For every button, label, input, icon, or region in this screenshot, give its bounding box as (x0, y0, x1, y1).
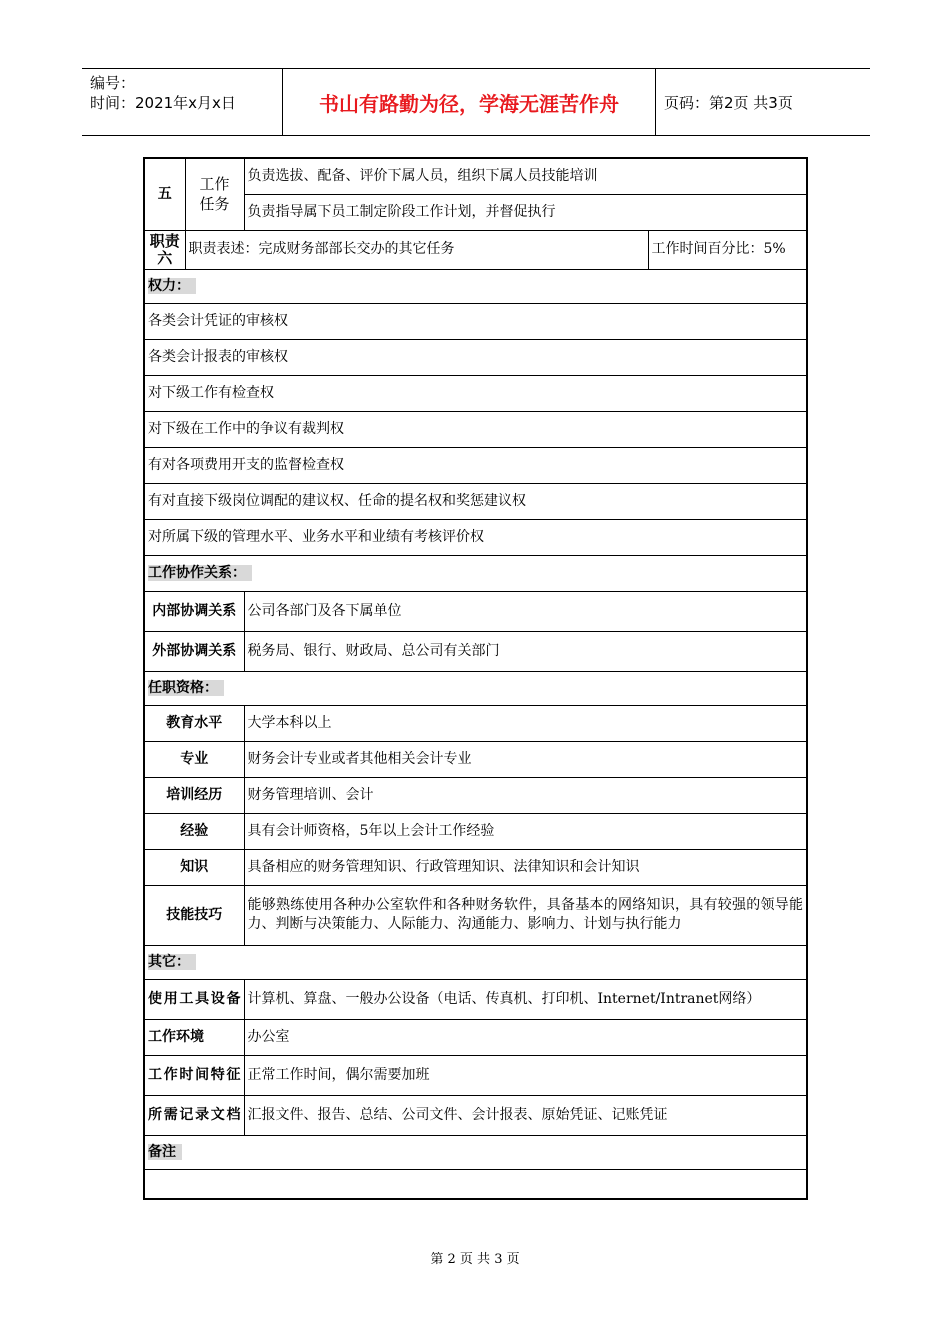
qualification-label: 教育水平 (144, 705, 244, 741)
authority-section-row (144, 269, 807, 303)
header-meta (90, 73, 236, 113)
qualification-row (144, 705, 807, 741)
authority-row (144, 447, 807, 483)
qualification-value: 具有会计师资格，5年以上会计工作经验 (244, 813, 807, 849)
remarks-title-text: 备注 (148, 1144, 182, 1160)
qualification-row (144, 777, 807, 813)
duty5-row-1 (144, 158, 807, 194)
page-footer: 第 2 页 共 3 页 (430, 1252, 520, 1267)
qualification-row (144, 885, 807, 945)
external-relations-row (144, 631, 807, 671)
other-row (144, 1055, 807, 1095)
qualification-row (144, 813, 807, 849)
duty5-task-label: 工作任务 (185, 158, 244, 230)
internal-relations-row (144, 591, 807, 631)
remarks-title (144, 1135, 807, 1169)
other-title (144, 945, 807, 979)
external-relations-label: 外部协调关系 (144, 631, 244, 671)
authority-row (144, 339, 807, 375)
duty5-task-2: 负责指导属下员工制定阶段工作计划，并督促执行 (244, 194, 807, 230)
authority-item: 各类会计凭证的审核权 (144, 303, 807, 339)
duty6-label: 职责六 (144, 230, 185, 269)
other-row (144, 1095, 807, 1135)
qualification-value: 财务会计专业或者其他相关会计专业 (244, 741, 807, 777)
qualification-label: 技能技巧 (144, 885, 244, 945)
duty5-number: 五 (144, 158, 185, 230)
relations-section-row (144, 555, 807, 591)
remarks-value (144, 1169, 807, 1199)
qualification-row (144, 741, 807, 777)
authority-item: 有对各项费用开支的监督检查权 (144, 447, 807, 483)
duty6-time-percentage: 工作时间百分比：5% (648, 230, 807, 269)
duty6-row (144, 230, 807, 269)
authority-row (144, 411, 807, 447)
authority-item: 对下级工作有检查权 (144, 375, 807, 411)
other-label: 工作环境 (144, 1019, 244, 1055)
qualifications-title-text: 任职资格： (148, 680, 224, 696)
duty5-task-1: 负责选拔、配备、评价下属人员，组织下属人员技能培训 (244, 158, 807, 194)
other-value: 办公室 (244, 1019, 807, 1055)
duty5-row-2 (144, 194, 807, 230)
other-label: 工作时间特征 (144, 1055, 244, 1095)
qualifications-section-row (144, 671, 807, 705)
page-header (82, 68, 870, 136)
other-section-row (144, 945, 807, 979)
other-title-text: 其它： (148, 954, 196, 970)
other-label: 所需记录文档 (144, 1095, 244, 1135)
authority-row (144, 519, 807, 555)
internal-relations-value: 公司各部门及各下属单位 (244, 591, 807, 631)
other-value: 汇报文件、报告、总结、公司文件、会计报表、原始凭证、记账凭证 (244, 1095, 807, 1135)
other-value: 正常工作时间，偶尔需要加班 (244, 1055, 807, 1095)
qualification-value: 财务管理培训、会计 (244, 777, 807, 813)
job-description-table (143, 157, 808, 1200)
qualification-label: 经验 (144, 813, 244, 849)
header-motto: 书山有路勤为径，学海无涯苦作舟 (282, 69, 656, 135)
header-page-label: 页码：第2页 共3页 (664, 93, 793, 112)
authority-item: 对所属下级的管理水平、业务水平和业绩有考核评价权 (144, 519, 807, 555)
qualification-value: 大学本科以上 (244, 705, 807, 741)
relations-title (144, 555, 807, 591)
other-value: 计算机、算盘、一般办公设备（电话、传真机、打印机、Internet/Intranet网络） (244, 979, 807, 1019)
qualification-label: 专业 (144, 741, 244, 777)
other-row (144, 1019, 807, 1055)
authority-item: 各类会计报表的审核权 (144, 339, 807, 375)
other-row (144, 979, 807, 1019)
relations-title-text: 工作协作关系： (148, 565, 252, 581)
authority-item: 有对直接下级岗位调配的建议权、任命的提名权和奖惩建议权 (144, 483, 807, 519)
other-label: 使用工具设备 (144, 979, 244, 1019)
external-relations-value: 税务局、银行、财政局、总公司有关部门 (244, 631, 807, 671)
remarks-section-row (144, 1135, 807, 1169)
authority-row (144, 375, 807, 411)
authority-row (144, 483, 807, 519)
remarks-row (144, 1169, 807, 1199)
authority-title-text: 权力： (148, 278, 196, 294)
qualification-label: 培训经历 (144, 777, 244, 813)
qualifications-title (144, 671, 807, 705)
document-number-label: 编号： (90, 74, 136, 92)
qualification-row (144, 849, 807, 885)
authority-item: 对下级在工作中的争议有裁判权 (144, 411, 807, 447)
document-time-label: 时间：2021年x月x日 (90, 94, 236, 112)
internal-relations-label: 内部协调关系 (144, 591, 244, 631)
authority-row (144, 303, 807, 339)
qualification-value: 能够熟练使用各种办公室软件和各种财务软件，具备基本的网络知识，具有较强的领导能力、判断与决策能力、人际能力、沟通能力、影响力、计划与执行能力 (244, 885, 807, 945)
qualification-value: 具备相应的财务管理知识、行政管理知识、法律知识和会计知识 (244, 849, 807, 885)
authority-title (144, 269, 807, 303)
duty6-statement: 职责表述：完成财务部部长交办的其它任务 (185, 230, 648, 269)
qualification-label: 知识 (144, 849, 244, 885)
